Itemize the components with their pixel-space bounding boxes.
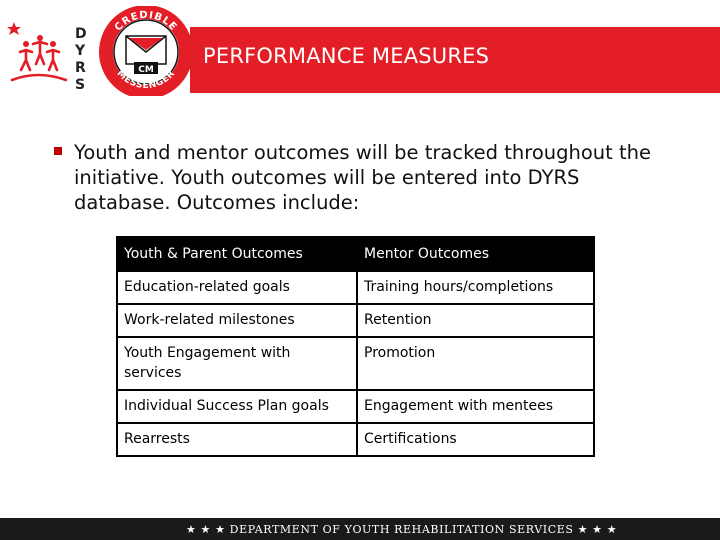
svg-text:MESSENGER: MESSENGER (114, 68, 178, 92)
table-cell: Training hours/completions (357, 271, 594, 304)
svg-text:CM: CM (138, 65, 154, 75)
table-row (117, 423, 594, 456)
table-cell: Engagement with mentees (357, 390, 594, 423)
bullet-text: Youth and mentor outcomes will be tracked throughout the initiative. Youth outcomes will be entered into DYRS database. Outcomes include: (74, 141, 652, 214)
table-header-row (117, 237, 594, 271)
table-row (117, 271, 594, 304)
credible-messenger-logo (96, 6, 196, 96)
svg-text:CREDIBLE: CREDIBLE (112, 9, 180, 34)
svg-text:S: S (75, 77, 86, 93)
svg-text:R: R (75, 60, 86, 76)
table-cell: Work-related milestones (117, 304, 357, 337)
table-row (117, 304, 594, 337)
table-cell: Promotion (357, 337, 594, 390)
svg-text:Y: Y (75, 43, 86, 59)
table-cell: Certifications (357, 423, 594, 456)
svg-text:D: D (75, 26, 87, 42)
bullet-square-icon (54, 147, 62, 155)
outcomes-table (116, 236, 595, 457)
table-cell: Youth Engagement with services (117, 337, 357, 390)
figures-icon (12, 35, 66, 80)
table-cell: Individual Success Plan goals (117, 390, 357, 423)
footer-text: ★ ★ ★ DEPARTMENT OF YOUTH REHABILITATION SERVICES ★ ★ ★ (186, 523, 618, 536)
dyrs-logo (0, 0, 110, 96)
table-cell: Rearrests (117, 423, 357, 456)
star-icon (7, 22, 21, 35)
page-title: PERFORMANCE MEASURES (203, 44, 490, 68)
table-cell: Retention (357, 304, 594, 337)
table-cell: Education-related goals (117, 271, 357, 304)
column-header-mentor: Mentor Outcomes (357, 237, 594, 271)
table-row (117, 337, 594, 390)
table-row (117, 390, 594, 423)
column-header-youth: Youth & Parent Outcomes (117, 237, 357, 271)
